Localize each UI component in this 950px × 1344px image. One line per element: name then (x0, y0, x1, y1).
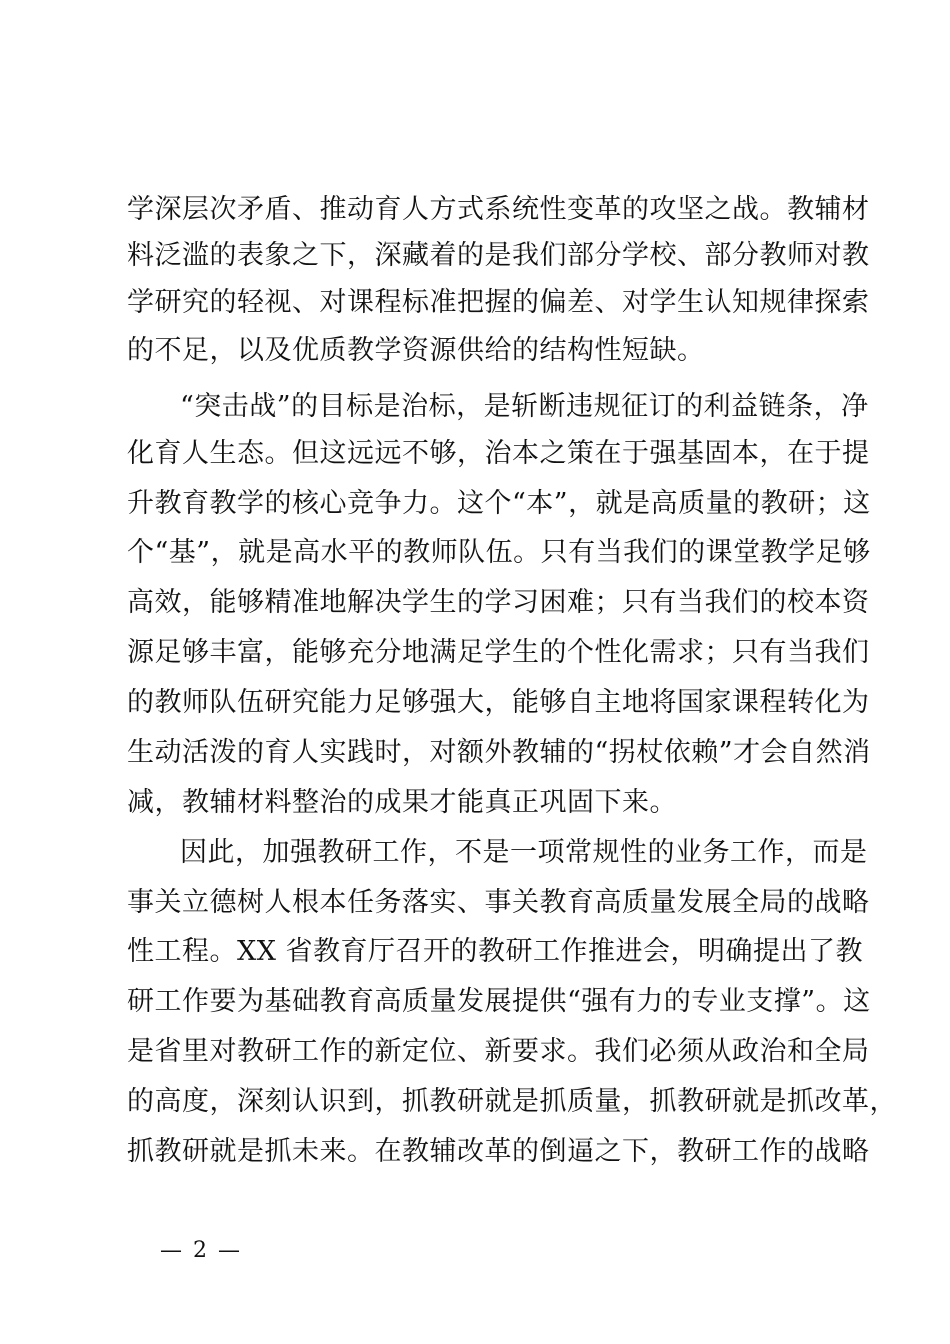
text-line: 研工作要为基础教育高质量发展提供“强有力的专业支撑”。这 (127, 986, 871, 1017)
text-line: 抓教研就是抓未来。在教辅改革的倒逼之下，教研工作的战略 (127, 1136, 870, 1167)
text-line: 源足够丰富，能够充分地满足学生的个性化需求；只有当我们 (127, 637, 870, 668)
text-line: 学研究的轻视、对课程标准把握的偏差、对学生认知规律探索 (127, 287, 870, 318)
text-line: 的不足，以及优质教学资源供给的结构性短缺。 (127, 335, 705, 366)
text-line: 化育人生态。但这远远不够，治本之策在于强基固本，在于提 (127, 438, 870, 469)
page-number: — 2 — (160, 1238, 242, 1263)
text-line: 料泛滥的表象之下，深藏着的是我们部分学校、部分教师对教 (127, 240, 870, 271)
text-line: 事关立德树人根本任务落实、事关教育高质量发展全局的战略 (127, 887, 870, 918)
text-line: 学深层次矛盾、推动育人方式系统性变革的攻坚之战。教辅材 (127, 194, 870, 225)
paragraph-first-line: “突击战”的目标是治标，是斩断违规征订的利益链条，净 (180, 391, 869, 422)
text-line: 性工程。XX 省教育厅召开的教研工作推进会，明确提出了教 (127, 936, 864, 967)
text-line: 的教师队伍研究能力足够强大，能够自主地将国家课程转化为 (127, 687, 870, 718)
text-line: 个“基”，就是高水平的教师队伍。只有当我们的课堂教学足够 (127, 537, 871, 568)
text-line: 高效，能够精准地解决学生的学习困难；只有当我们的校本资 (127, 587, 870, 618)
paragraph-first-line: 因此，加强教研工作，不是一项常规性的业务工作，而是 (180, 837, 868, 868)
text-line: 减，教辅材料整治的成果才能真正巩固下来。 (127, 787, 677, 818)
text-line: 升教育教学的核心竞争力。这个“本”，就是高质量的教研；这 (127, 488, 871, 519)
text-line: 是省里对教研工作的新定位、新要求。我们必须从政治和全局 (127, 1036, 870, 1067)
text-line: 生动活泼的育人实践时，对额外教辅的“拐杖依赖”才会自然消 (127, 737, 871, 768)
text-line: 的高度，深刻认识到，抓教研就是抓质量，抓教研就是抓改革， (127, 1086, 897, 1117)
